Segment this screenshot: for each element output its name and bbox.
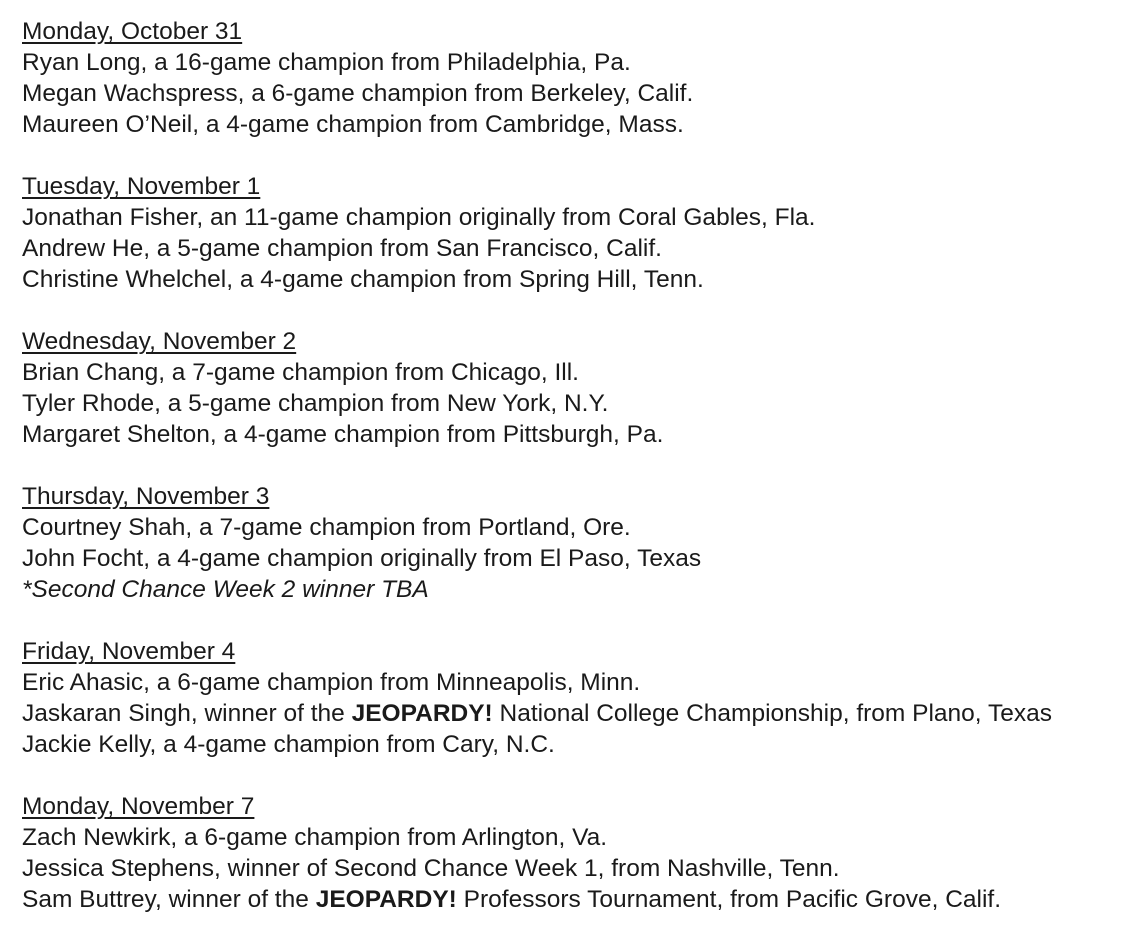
contestant-line: John Focht, a 4-game champion originally from El Paso, Texas [22,545,702,572]
contestant-line: Ryan Long, a 16-game champion from Philadelphia, Pa. [22,49,631,76]
contestant-line: Megan Wachspress, a 6-game champion from Berkeley, Calif. [22,80,694,107]
contestant-line-rich [22,698,1128,729]
contestant-line: Brian Chang, a 7-game champion from Chicago, Ill. [22,359,579,386]
contestant-line: Courtney Shah, a 7-game champion from Portland, Ore. [22,514,631,541]
contestant-line: Jonathan Fisher, an 11-game champion originally from Coral Gables, Fla. [22,204,816,231]
contestant-line: Margaret Shelton, a 4-game champion from Pittsburgh, Pa. [22,421,664,448]
show-name-bold: JEOPARDY! [315,886,457,913]
rich-text-after: National College Championship, from Plano, Texas [492,700,1052,727]
schedule-section-nov-4 [22,636,1128,760]
rich-text-after: Professors Tournament, from Pacific Grove, Calif. [456,886,1002,913]
rich-text-before: Sam Buttrey, winner of the [22,886,316,913]
contestant-line: Christine Whelchel, a 4-game champion from Spring Hill, Tenn. [22,266,704,293]
contestant-line: Jackie Kelly, a 4-game champion from Cary, N.C. [22,731,555,758]
schedule-document [22,16,1128,946]
contestant-line: Jessica Stephens, winner of Second Chance Week 1, from Nashville, Tenn. [22,855,840,882]
schedule-section-nov-2 [22,326,1128,450]
date-heading: Friday, November 4 [22,638,236,665]
rich-text-before: Jaskaran Singh, winner of the [22,700,352,727]
date-heading: Tuesday, November 1 [22,173,261,200]
contestant-line: Eric Ahasic, a 6-game champion from Minneapolis, Minn. [22,669,641,696]
date-heading: Monday, November 7 [22,793,255,820]
schedule-section-nov-7 [22,791,1128,915]
date-heading: Wednesday, November 2 [22,328,297,355]
schedule-section-nov-1 [22,171,1128,295]
contestant-line: Maureen O’Neil, a 4-game champion from Cambridge, Mass. [22,111,684,138]
contestant-line-rich [22,884,1128,915]
schedule-section-oct-31 [22,16,1128,140]
tba-note: *Second Chance Week 2 winner TBA [22,576,429,603]
contestant-line: Zach Newkirk, a 6-game champion from Arlington, Va. [22,824,608,851]
contestant-line: Andrew He, a 5-game champion from San Francisco, Calif. [22,235,662,262]
date-heading: Monday, October 31 [22,18,243,45]
show-name-bold: JEOPARDY! [351,700,493,727]
date-heading: Thursday, November 3 [22,483,270,510]
schedule-section-nov-3 [22,481,1128,605]
contestant-line: Tyler Rhode, a 5-game champion from New York, N.Y. [22,390,609,417]
